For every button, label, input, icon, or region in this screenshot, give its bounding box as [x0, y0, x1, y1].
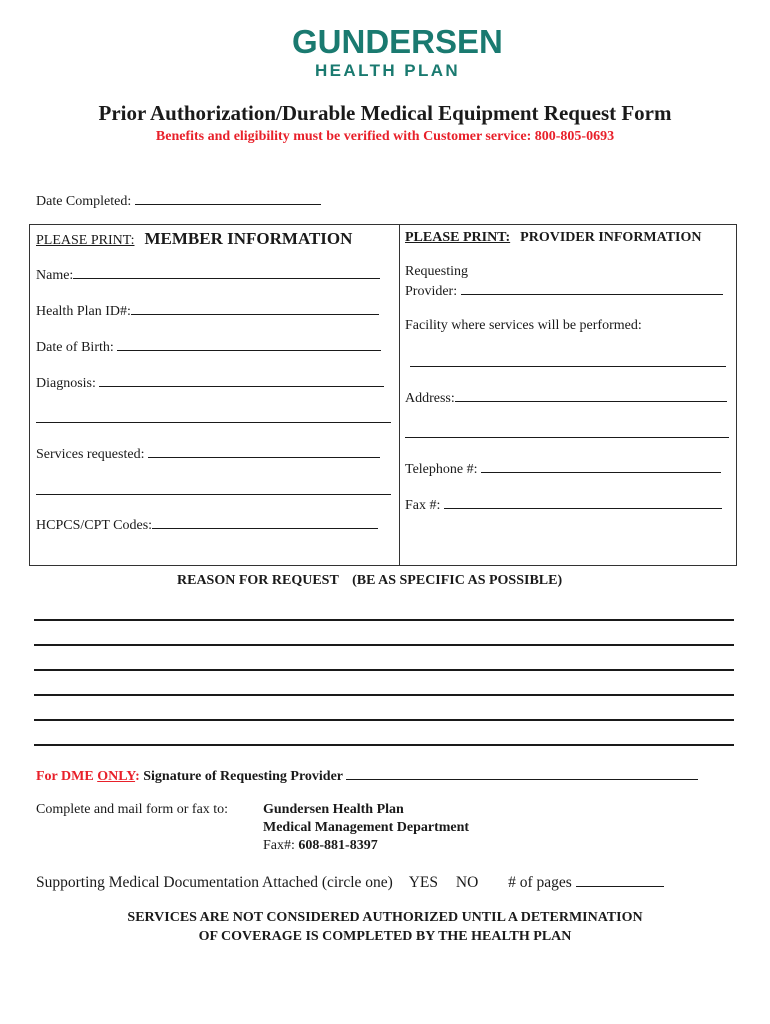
supporting-docs-row — [36, 873, 664, 892]
reason-line-1[interactable] — [34, 619, 734, 621]
reason-line-4[interactable] — [34, 694, 734, 696]
dme-only-label: ONLY — [97, 769, 136, 784]
provider-name-field[interactable] — [405, 282, 723, 300]
date-completed-line[interactable] — [135, 192, 321, 205]
provider-requesting-label: Requesting — [405, 264, 468, 279]
member-name-line[interactable] — [73, 266, 380, 279]
supporting-yes-option[interactable]: YES — [408, 874, 438, 891]
date-completed-label: Date Completed: — [36, 194, 132, 209]
member-dob-label: Date of Birth: — [36, 340, 114, 355]
member-name-field[interactable] — [36, 266, 380, 284]
provider-address-field[interactable] — [405, 389, 727, 407]
supporting-docs-label: Supporting Medical Documentation Attached (circle one) — [36, 874, 393, 891]
provider-name-label: Provider: — [405, 284, 458, 299]
provider-address-label: Address: — [405, 391, 455, 406]
member-codes-line[interactable] — [152, 516, 378, 529]
notice-line-1: SERVICES ARE NOT CONSIDERED AUTHORIZED UNTIL A DETERMINATION — [127, 910, 643, 925]
reason-heading — [177, 573, 562, 589]
page-subtitle: Benefits and eligibility must be verified with Customer service: 800-805-0693 — [155, 129, 615, 144]
date-completed-field[interactable] — [36, 192, 321, 210]
provider-fax-field[interactable] — [405, 496, 722, 514]
member-diagnosis-field[interactable] — [36, 374, 384, 392]
provider-please-print: PLEASE PRINT: — [405, 230, 511, 245]
dme-signature-line[interactable] — [346, 767, 698, 780]
mail-fax-label: Fax#: — [263, 838, 295, 853]
provider-telephone-line[interactable] — [481, 460, 721, 473]
supporting-pages-line[interactable] — [576, 873, 664, 887]
provider-heading — [405, 228, 702, 246]
member-services-label: Services requested: — [36, 447, 145, 462]
member-services-line-2[interactable] — [36, 494, 391, 495]
member-please-print: PLEASE PRINT: — [36, 233, 135, 248]
member-dob-field[interactable] — [36, 338, 381, 356]
provider-facility-line[interactable] — [410, 366, 726, 367]
supporting-no-option[interactable]: NO — [455, 874, 479, 891]
dme-signature-field[interactable] — [36, 767, 698, 785]
reason-label: REASON FOR REQUEST — [177, 573, 339, 588]
dme-for-label: For DME — [36, 769, 94, 784]
provider-heading-text: PROVIDER INFORMATION — [520, 230, 702, 245]
provider-name-line[interactable] — [461, 282, 723, 295]
notice-line-2: OF COVERAGE IS COMPLETED BY THE HEALTH PLAN — [198, 929, 572, 944]
reason-line-2[interactable] — [34, 644, 734, 646]
dme-signature-label: Signature of Requesting Provider — [143, 769, 343, 784]
member-services-field[interactable] — [36, 445, 380, 463]
supporting-pages-label: # of pages — [508, 874, 572, 891]
member-codes-label: HCPCS/CPT Codes: — [36, 518, 153, 533]
mail-label: Complete and mail form or fax to: — [36, 802, 229, 817]
info-box-divider — [399, 224, 400, 566]
member-diagnosis-label: Diagnosis: — [36, 376, 96, 391]
provider-fax-label: Fax #: — [405, 498, 441, 513]
mail-fax — [263, 838, 378, 854]
mail-org: Gundersen Health Plan — [263, 802, 404, 817]
member-plan-id-label: Health Plan ID#: — [36, 304, 131, 319]
provider-fax-line[interactable] — [444, 496, 722, 509]
member-heading — [36, 229, 352, 249]
logo-line-2: HEALTH PLAN — [315, 61, 461, 80]
mail-fax-number: 608-881-8397 — [298, 838, 378, 853]
member-codes-field[interactable] — [36, 516, 378, 534]
reason-line-5[interactable] — [34, 719, 734, 721]
reason-line-3[interactable] — [34, 669, 734, 671]
member-plan-id-line[interactable] — [131, 302, 379, 315]
member-heading-text: MEMBER INFORMATION — [144, 229, 353, 248]
member-diagnosis-line-2[interactable] — [36, 422, 391, 423]
page-title: Prior Authorization/Durable Medical Equipment Request Form — [98, 101, 672, 125]
provider-address-line[interactable] — [455, 389, 727, 402]
member-name-label: Name: — [36, 268, 74, 283]
reason-hint: (BE AS SPECIFIC AS POSSIBLE) — [352, 573, 563, 588]
member-dob-line[interactable] — [117, 338, 381, 351]
provider-facility-label: Facility where services will be performed: — [405, 318, 642, 333]
provider-telephone-field[interactable] — [405, 460, 721, 478]
member-services-line[interactable] — [148, 445, 380, 458]
provider-address-line-2[interactable] — [405, 437, 729, 438]
provider-telephone-label: Telephone #: — [405, 462, 478, 477]
dme-colon: : — [135, 769, 140, 784]
member-plan-id-field[interactable] — [36, 302, 379, 320]
mail-dept: Medical Management Department — [263, 820, 470, 835]
member-diagnosis-line[interactable] — [99, 374, 384, 387]
logo-line-1: GUNDERSEN — [292, 23, 503, 60]
reason-line-6[interactable] — [34, 744, 734, 746]
